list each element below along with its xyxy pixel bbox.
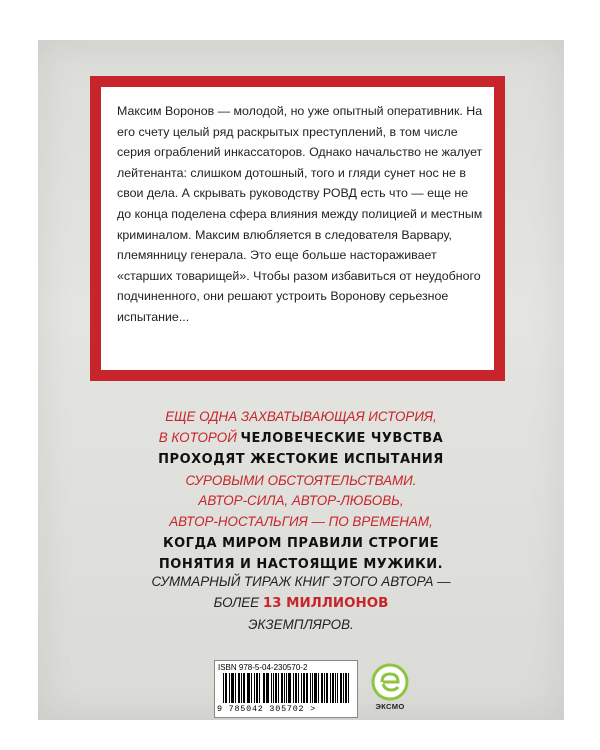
barcode-bar [259, 673, 260, 703]
barcode-bar [282, 673, 283, 703]
isbn-label: ISBN 978-5-04-230570-2 [218, 663, 308, 672]
barcode-bar [273, 673, 274, 703]
barcode-bar [244, 673, 245, 703]
barcode-bar [293, 673, 294, 703]
barcode-bar [267, 673, 268, 703]
barcode-bar [241, 673, 242, 703]
barcode-bar [318, 673, 319, 703]
barcode-bar [301, 673, 302, 703]
barcode-bar [295, 673, 296, 703]
promo-line-7: КОГДА МИРОМ ПРАВИЛИ СТРОГИЕ [163, 535, 439, 551]
barcode-bar [298, 673, 299, 703]
barcode-bar [231, 673, 232, 703]
publisher-logo [368, 662, 412, 714]
barcode-bar [238, 673, 239, 703]
barcode-bar [335, 673, 336, 703]
barcode-bar [235, 673, 236, 703]
publisher-name: ЭКСМО [375, 702, 405, 711]
barcode-bar [322, 673, 323, 703]
barcode-bar [254, 673, 255, 703]
barcode-bar [345, 673, 346, 703]
barcode-bar [330, 673, 331, 703]
blurb-frame [90, 76, 505, 381]
promo-line-8: ПОНЯТИЯ И НАСТОЯЩИЕ МУЖИКИ. [158, 557, 444, 573]
barcode-bar [226, 673, 227, 703]
barcode-bar [314, 673, 315, 703]
barcode-bar [341, 673, 342, 703]
barcode-bar [332, 673, 333, 703]
barcode-bar [266, 673, 267, 703]
barcode-bar [232, 673, 233, 703]
promo-line-1: ЕЩЕ ОДНА ЗАХВАТЫВАЮЩАЯ ИСТОРИЯ, [165, 409, 437, 424]
back-cover [38, 40, 564, 720]
barcode-bar [251, 673, 252, 703]
barcode-bar [288, 673, 289, 703]
circulation-count: 13 МИЛЛИОНОВ [262, 595, 389, 611]
barcode-bar [296, 673, 297, 703]
barcode-bar [289, 673, 290, 703]
barcode-bar [337, 673, 338, 703]
barcode-bar [326, 673, 327, 703]
barcode-bar [284, 673, 285, 703]
barcode-bar [263, 673, 264, 703]
promo-line-6: АВТОР-НОСТАЛЬГИЯ — ПО ВРЕМЕНАМ, [169, 513, 433, 529]
promo-line-3: ПРОХОДЯТ ЖЕСТОКИЕ ИСПЫТАНИЯ [158, 452, 444, 468]
barcode-bar [264, 673, 265, 703]
barcode-bar [346, 673, 347, 703]
barcode-bar [256, 673, 257, 703]
promo-line-2: В КОТОРОЙ ЧЕЛОВЕЧЕСКИЕ ЧУВСТВА [158, 429, 444, 446]
circulation-text [68, 572, 534, 635]
barcode-bar [312, 673, 313, 703]
barcode-bar [257, 673, 258, 703]
barcode-bar [229, 673, 230, 703]
barcode-bar [248, 673, 249, 703]
barcode-bar [278, 673, 279, 703]
barcode-bar [321, 673, 322, 703]
barcode-bar [276, 673, 277, 703]
isbn-barcode-box [214, 660, 358, 718]
barcode-bar [286, 673, 287, 703]
barcode-bar [275, 673, 276, 703]
circulation-line-2: БОЛЕЕ 13 МИЛЛИОНОВ [213, 594, 389, 611]
barcode-bar [247, 673, 248, 703]
blurb-text: Максим Воронов — молодой, но уже опытный оперативник. На его счету целый ряд раскрытых преступлений, в том числе серия ограблений инкассаторов. Однако начальство не жалует лейтенанта: слишком дотошный, того и гляди сунет нос не в свои дела. А скрывать руководству РОВД есть что — еще не до конца поделена сфера влияния между полицией и местным криминалом. Максим влюбляется в следователя Варвару, племянницу генерала. Это еще больше настораживает «старших товарищей». Чтобы разом избавиться от неудобного подчиненного, они решают устроить Воронову серьезное испытание... [117, 104, 483, 324]
barcode-bar [239, 673, 240, 703]
barcode-bar [271, 673, 272, 703]
promo-line-5: АВТОР-СИЛА, АВТОР-ЛЮБОВЬ, [198, 493, 404, 509]
barcode-bar [303, 673, 304, 703]
barcode [223, 673, 349, 703]
barcode-bar [223, 673, 224, 703]
promo-text [68, 407, 534, 576]
barcode-bar [348, 673, 349, 703]
promo-line-4: СУРОВЫМИ ОБСТОЯТЕЛЬСТВАМИ. [185, 472, 417, 488]
barcode-bar [233, 673, 234, 703]
barcode-bar [340, 673, 341, 703]
circulation-line-1: СУММАРНЫЙ ТИРАЖ КНИГ ЭТОГО АВТОРА — [151, 574, 451, 589]
barcode-bar [225, 673, 226, 703]
barcode-bar [281, 673, 282, 703]
barcode-bar [310, 673, 311, 703]
barcode-digits: 9 785042 305702 > [217, 704, 317, 714]
barcode-bar [243, 673, 244, 703]
barcode-bar [343, 673, 344, 703]
barcode-bar [306, 673, 307, 703]
barcode-bar [268, 673, 269, 703]
barcode-bar [290, 673, 291, 703]
barcode-bar [324, 673, 325, 703]
barcode-bar [249, 673, 250, 703]
barcode-bar [304, 673, 305, 703]
barcode-bar [307, 673, 308, 703]
barcode-bar [333, 673, 334, 703]
barcode-bar [327, 673, 328, 703]
barcode-bar [316, 673, 317, 703]
eksmo-logo-icon [368, 662, 412, 702]
circulation-line-3: ЭКЗЕМПЛЯРОВ. [248, 616, 354, 632]
barcode-bar [315, 673, 316, 703]
